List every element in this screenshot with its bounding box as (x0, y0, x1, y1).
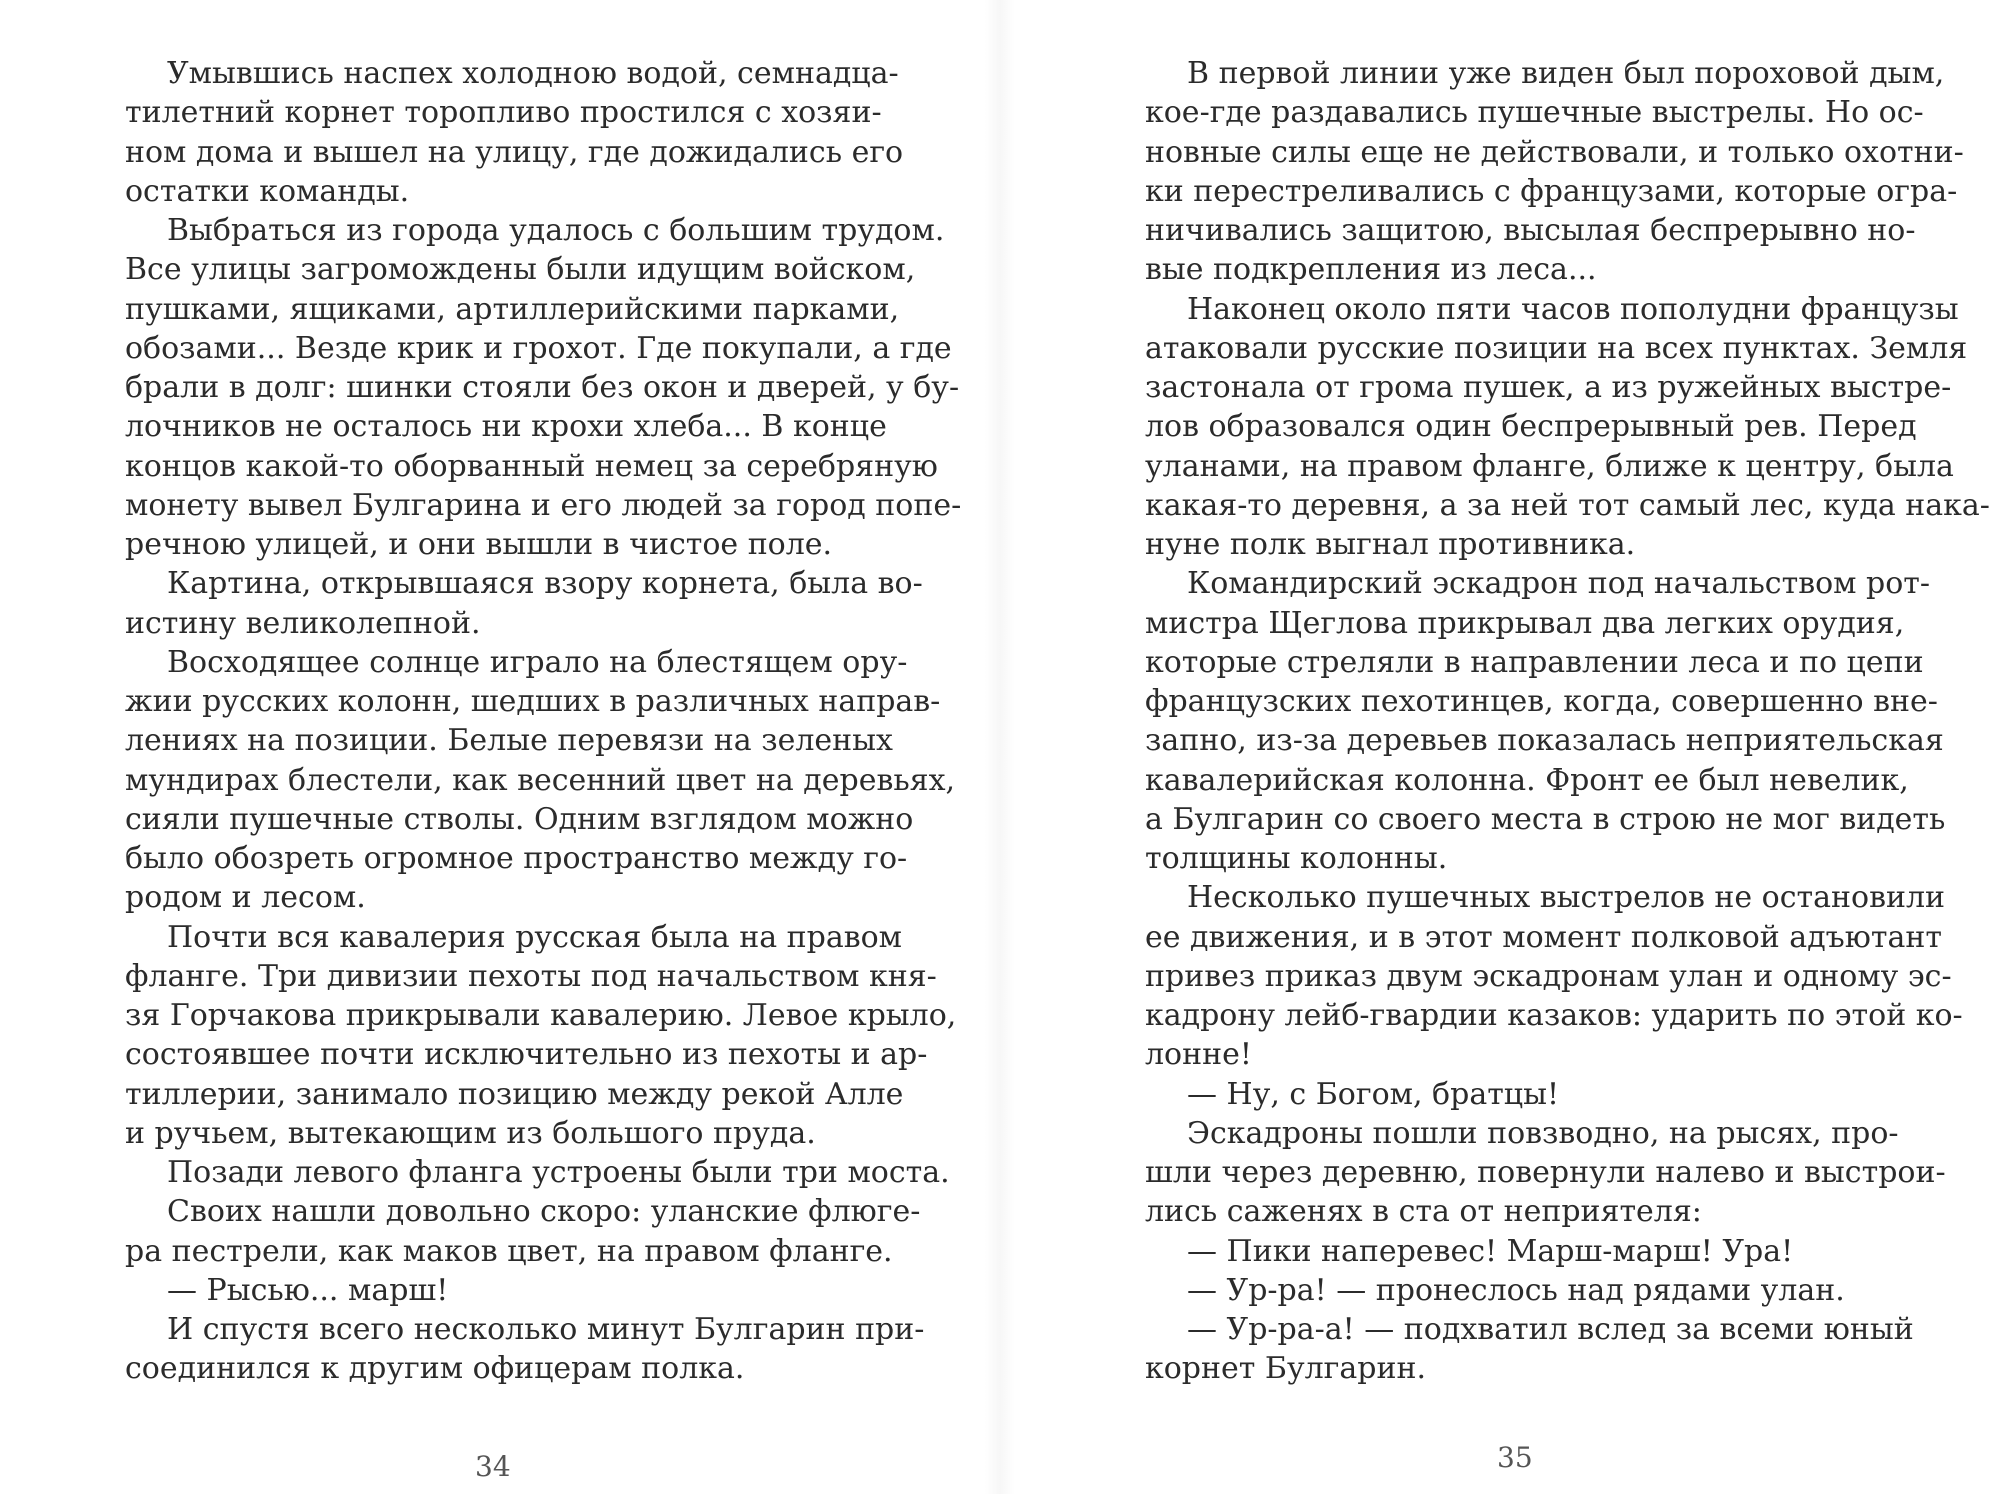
text-line: — Ур-ра! — пронеслось над рядами улан. (1187, 1272, 1845, 1308)
text-line: фланге. Три дивизии пехоты под начальством кня- (125, 958, 937, 994)
text-line: лочников не осталось ни крохи хлеба... В конце (125, 409, 887, 445)
text-line: жии русских колонн, шедших в различных направ- (125, 684, 941, 719)
text-line: уланами, на правом фланге, ближе к центру, была (1145, 448, 1954, 484)
text-line: лись саженях в ста от неприятеля: (1145, 1194, 1702, 1230)
text-line: ра пестрели, как маков цвет, на правом фланге. (125, 1233, 893, 1269)
text-line: брали в долг: шинки стояли без окон и дверей, у бу- (125, 370, 960, 405)
left-page-number: 34 (475, 1450, 511, 1483)
text-line: — Пики наперевес! Марш-марш! Ура! (1187, 1233, 1794, 1269)
text-line: лов образовался один беспрерывный рев. Перед (1145, 409, 1917, 445)
text-line: толщины колонны. (1145, 841, 1448, 876)
text-line: кадрону лейб-гвардии казаков: ударить по этой ко- (1145, 998, 1963, 1033)
text-line: и ручьем, вытекающим из большого пруда. (125, 1115, 816, 1151)
text-line: обозами... Везде крик и грохот. Где покупали, а где (125, 330, 952, 366)
text-line: — Рысью... марш! (167, 1272, 449, 1308)
text-line: ном дома и вышел на улицу, где дожидались его (125, 134, 904, 170)
text-line: мистра Щеглова прикрывал два легких орудия, (1145, 605, 1905, 641)
text-line: — Ур-ра-а! — подхватил вслед за всеми юный (1187, 1312, 1914, 1347)
text-line: кавалерийская колонна. Фронт ее был невелик, (1145, 762, 1909, 798)
text-line: Все улицы загромождены были идущим войском, (125, 252, 916, 288)
text-line: сияли пушечные стволы. Одним взглядом можно (125, 801, 914, 837)
text-line: родом и лесом. (125, 880, 366, 916)
text-line: Выбраться из города удалось с большим трудом. (167, 213, 945, 248)
text-line: нуне полк выгнал противника. (1145, 527, 1636, 562)
text-line: Командирский эскадрон под начальством рот- (1187, 566, 1931, 602)
text-line: ки перестреливались с французами, которые огра- (1145, 173, 1958, 209)
book-gutter (985, 0, 1015, 1494)
text-line: кое-где раздавались пушечные выстрелы. Но ос- (1145, 95, 1924, 131)
text-line: тиллерии, занимало позицию между рекой Алле (125, 1076, 904, 1112)
left-page-text (125, 54, 962, 1389)
text-line: Позади левого фланга устроены были три моста. (167, 1155, 950, 1190)
text-line: зя Горчакова прикрывали кавалерию. Левое крыло, (125, 998, 957, 1033)
text-line: новные силы еще не действовали, и только охотни- (1145, 134, 1964, 170)
text-line: мундирах блестели, как весенний цвет на деревьях, (125, 762, 956, 798)
text-line: корнет Булгарин. (1145, 1351, 1426, 1387)
text-line: вые подкрепления из леса... (1145, 252, 1597, 288)
text-line: атаковали русские позиции на всех пунктах. Земля (1145, 330, 1968, 366)
text-line: запно, из-за деревьев показалась неприятельская (1145, 723, 1944, 759)
text-line: какая-то деревня, а за ней тот самый лес, куда нака- (1145, 487, 1990, 523)
text-line: Несколько пушечных выстрелов не остановили (1187, 880, 1946, 916)
text-line: было обозреть огромное пространство между го- (125, 841, 908, 876)
text-line: монету вывел Булгарина и его людей за город попе- (125, 487, 962, 523)
text-line: застонала от грома пушек, а из ружейных выстре- (1145, 370, 1952, 405)
text-line: пушками, ящиками, артиллерийскими парками, (125, 291, 900, 327)
text-line: которые стреляли в направлении леса и по цепи (1145, 644, 1924, 680)
text-line: речною улицей, и они вышли в чистое поле. (125, 527, 833, 562)
text-line: Восходящее солнце играло на блестящем ору- (167, 644, 908, 680)
text-line: — Ну, с Богом, братцы! (1187, 1076, 1560, 1112)
text-line: шли через деревню, повернули налево и выстрои- (1145, 1155, 1946, 1190)
text-line: остатки команды. (125, 173, 410, 209)
text-line: В первой линии уже виден был пороховой дым, (1187, 56, 1945, 91)
text-line: истину великолепной. (125, 605, 481, 641)
text-line: привез приказ двум эскадронам улан и одному эс- (1145, 958, 1952, 994)
text-line: Картина, открывшаяся взору корнета, была во- (167, 566, 923, 602)
right-page-text (1145, 54, 1990, 1389)
text-line: концов какой-то оборванный немец за серебряную (125, 448, 938, 484)
text-line: И спустя всего несколько минут Булгарин при- (167, 1312, 925, 1347)
text-line: а Булгарин со своего места в строю не мог видеть (1145, 801, 1946, 837)
text-line: французских пехотинцев, когда, совершенно вне- (1145, 684, 1938, 719)
text-line: Своих нашли довольно скоро: уланские флюге- (167, 1194, 921, 1230)
text-line: тилетний корнет торопливо простился с хозяи- (125, 95, 882, 131)
text-line: состоявшее почти исключительно из пехоты и ар- (125, 1037, 928, 1073)
right-page-number: 35 (1497, 1441, 1533, 1474)
text-line: лонне! (1145, 1037, 1252, 1073)
text-line: соединился к другим офицерам полка. (125, 1351, 745, 1387)
text-line: ее движения, и в этот момент полковой адъютант (1145, 919, 1942, 955)
text-line: Умывшись наспех холодною водой, семнадца- (167, 56, 899, 91)
text-line: ничивались защитою, высылая беспрерывно но- (1145, 213, 1916, 248)
text-line: Почти вся кавалерия русская была на правом (167, 919, 902, 955)
text-line: лениях на позиции. Белые перевязи на зеленых (125, 723, 893, 759)
text-line: Наконец около пяти часов пополудни французы (1187, 291, 1959, 327)
text-line: Эскадроны пошли повзводно, на рысях, про- (1187, 1115, 1899, 1151)
